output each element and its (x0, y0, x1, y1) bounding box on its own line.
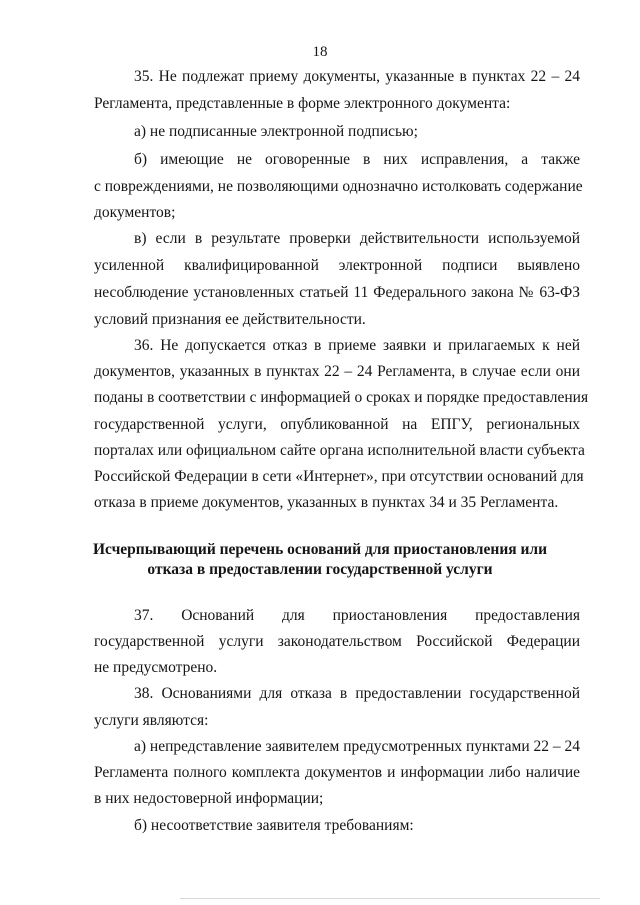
text-line: государственной услуги законодательством Российской Федерации (94, 633, 580, 650)
text-line: порталах или официальном сайте органа исполнительной власти субъекта (94, 442, 585, 459)
section-heading-line: Исчерпывающий перечень оснований для приостановления или (92, 541, 548, 558)
text-line: документов, указанных в пунктах 22 – 24 Регламента, в случае если они (94, 363, 580, 380)
page-number: 18 (312, 44, 328, 60)
text-line: б) имеющие не оговоренные в них исправления, а также (134, 151, 580, 168)
text-line: а) непредставление заявителем предусмотренных пунктами 22 – 24 (134, 738, 580, 755)
text-line: а) не подписанные электронной подписью; (134, 123, 418, 140)
text-line: 37. Оснований для приостановления предоставления (134, 607, 580, 624)
text-line: отказа в приеме документов, указанных в пунктах 34 и 35 Регламента. (94, 494, 559, 511)
text-line: с повреждениями, не позволяющими однозначно истолковать содержание (94, 178, 583, 195)
text-line: 35. Не подлежат приему документы, указанные в пунктах 22 – 24 (134, 68, 580, 85)
text-line: не предусмотрено. (94, 659, 218, 676)
text-line: услуги являются: (94, 712, 209, 729)
text-line: в них недостоверной информации; (94, 790, 324, 807)
text-line: документов; (94, 204, 176, 221)
text-line: Регламента полного комплекта документов и информации либо наличие (94, 764, 580, 781)
text-line: Российской Федерации в сети «Интернет», при отсутствии оснований для (94, 468, 584, 485)
text-line: б) несоответствие заявителя требованиям: (134, 817, 414, 834)
text-line: Регламента, представленные в форме электронного документа: (94, 95, 511, 112)
text-line: поданы в соответствии с информацией о сроках и порядке предоставления (94, 389, 589, 406)
text-line: государственной услуги, опубликованной на ЕПГУ, региональных (94, 416, 580, 433)
text-line: условий признания ее действительности. (94, 311, 366, 328)
text-line: несоблюдение установленных статьей 11 Федерального закона № 63-ФЗ (94, 284, 580, 301)
scan-edge-divider (180, 898, 600, 899)
section-heading-line: отказа в предоставлении государственной услуги (147, 561, 493, 578)
text-line: в) если в результате проверки действительности используемой (134, 230, 580, 247)
text-line: 38. Основаниями для отказа в предоставлении государственной (134, 685, 580, 702)
text-line: 36. Не допускается отказ в приеме заявки и прилагаемых к ней (134, 337, 580, 354)
text-line: усиленной квалифицированной электронной подписи выявлено (94, 257, 580, 274)
